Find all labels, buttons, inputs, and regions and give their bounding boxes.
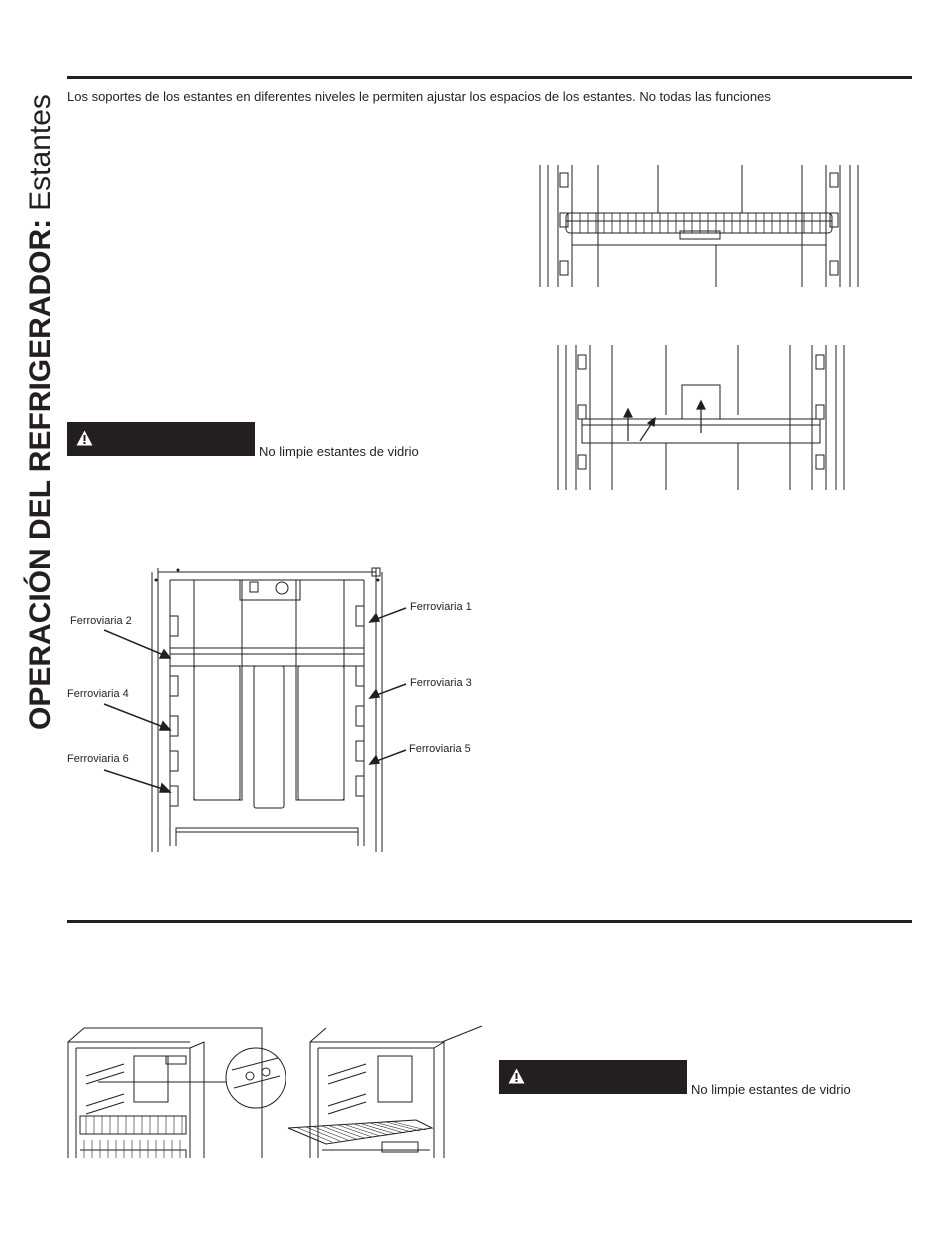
- freezer-shelf-diagram-2: [286, 1024, 486, 1160]
- rail-callout-arrows: [100, 600, 410, 800]
- callout-rail-3: Ferroviaria 3: [410, 677, 472, 689]
- section-rule-top: [67, 76, 912, 79]
- warning-box-shelves: [67, 422, 255, 456]
- callout-rail-4: Ferroviaria 4: [67, 688, 129, 700]
- freezer-shelf-diagram-1: [66, 1024, 286, 1160]
- warning-box-freezer: [499, 1060, 687, 1094]
- callout-rail-1: Ferroviaria 1: [410, 601, 472, 613]
- callout-rail-6: Ferroviaria 6: [67, 753, 129, 765]
- warning-triangle-icon: [508, 1068, 525, 1084]
- section-rule-freezer: [67, 920, 912, 923]
- warning-text-freezer: No limpie estantes de vidrio: [691, 1082, 851, 1097]
- side-title: [10, 40, 58, 740]
- warning-triangle-icon: [76, 430, 93, 446]
- side-title-light: Estantes: [24, 94, 57, 211]
- callout-rail-5: Ferroviaria 5: [409, 743, 471, 755]
- warning-text-shelves: No limpie estantes de vidrio: [259, 444, 419, 459]
- callout-rail-2: Ferroviaria 2: [70, 615, 132, 627]
- svg-text:OPERACIÓN DEL REFRIGERADOR:Est: [23, 94, 57, 730]
- intro-paragraph: Los soportes de los estantes en diferentes niveles le permiten ajustar los espacios de los estantes. No todas las funciones: [67, 89, 771, 104]
- side-title-bold: OPERACIÓN DEL REFRIGERADOR:: [24, 218, 57, 730]
- wire-shelf-diagram: [536, 165, 862, 290]
- glass-shelf-lift-diagram: [556, 345, 846, 492]
